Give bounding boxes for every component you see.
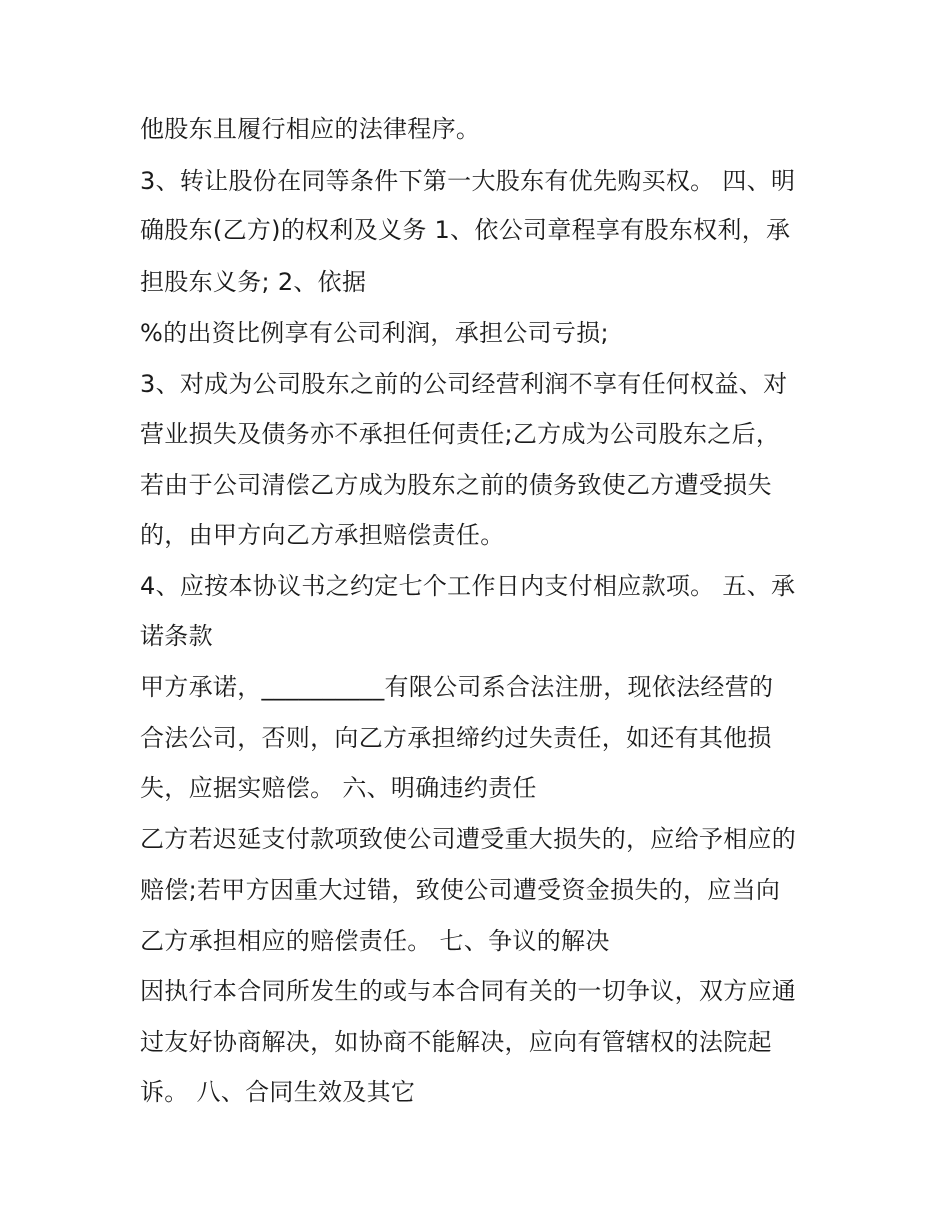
text-line: 营业损失及债务亦不承担任何责任;乙方成为公司股东之后，	[140, 420, 781, 448]
text-line: 他股东且履行相应的法律程序。	[140, 115, 481, 143]
text-line: 乙方若迟延支付款项致使公司遭受重大损失的，应给予相应的	[140, 825, 797, 853]
text-line: 合法公司，否则，向乙方承担缔约过失责任，如还有其他损	[140, 724, 772, 752]
text-line: 3、对成为公司股东之前的公司经营利润不享有任何权益、对	[140, 370, 788, 398]
text-line: 因执行本合同所发生的或与本合同有关的一切争议，双方应通	[140, 977, 797, 1005]
text-line: 诺条款	[140, 622, 213, 650]
text-line: 若由于公司清偿乙方成为股东之前的债务致使乙方遭受损失	[140, 471, 772, 499]
text-line: 失，应据实赔偿。 六、明确违约责任	[140, 774, 537, 802]
text-line: 诉。 八、合同生效及其它	[140, 1078, 416, 1106]
text-line: %的出资比例享有公司利润，承担公司亏损;	[140, 319, 609, 347]
text-line: 4、应按本协议书之约定七个工作日内支付相应款项。 五、承	[140, 572, 796, 600]
text-line: 3、转让股份在同等条件下第一大股东有优先购买权。 四、明	[140, 167, 796, 195]
text-line: 确股东(乙方)的权利及义务 1、依公司章程享有股东权利，承	[140, 216, 791, 244]
text-line: 过友好协商解决，如协商不能解决，应向有管辖权的法院起	[140, 1028, 772, 1056]
text-line: 甲方承诺，__________有限公司系合法注册，现依法经营的	[140, 673, 774, 701]
text-line: 担股东义务; 2、依据	[140, 268, 367, 296]
text-line: 赔偿;若甲方因重大过错，致使公司遭受资金损失的，应当向	[140, 876, 781, 904]
text-line: 的，由甲方向乙方承担赔偿责任。	[140, 521, 505, 549]
text-line: 乙方承担相应的赔偿责任。 七、争议的解决	[140, 927, 610, 955]
